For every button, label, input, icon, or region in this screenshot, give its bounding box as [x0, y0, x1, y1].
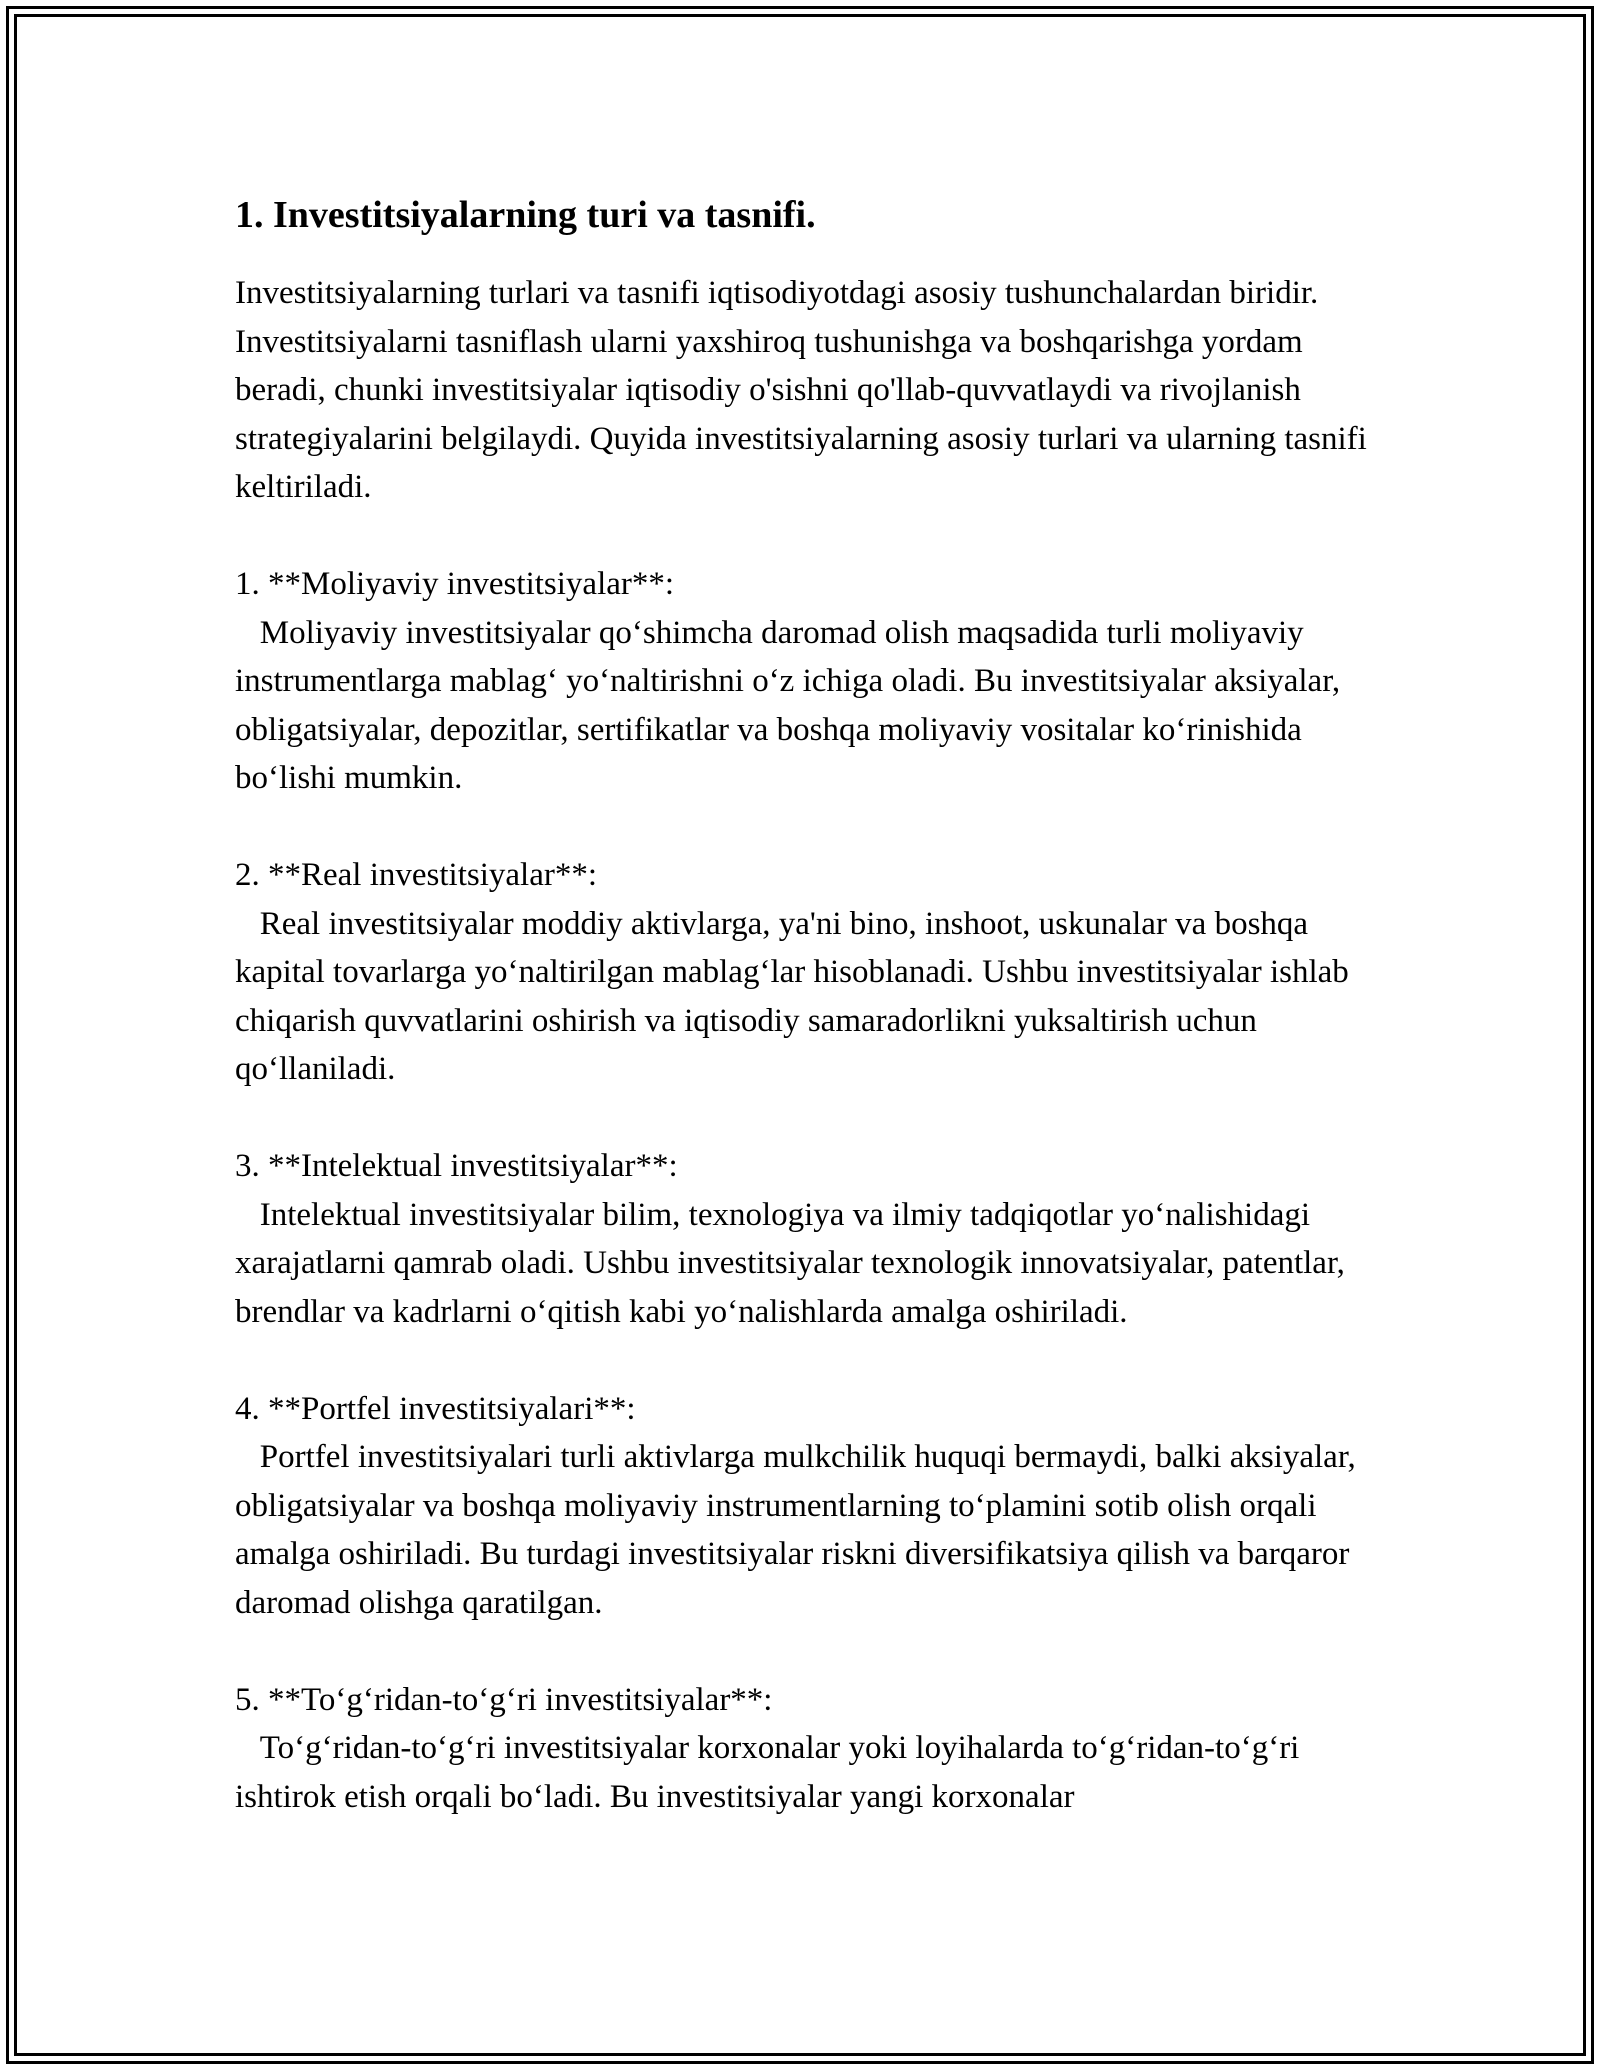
section-body: Intelektual investitsiyalar bilim, texnologiya va ilmiy tadqiqotlar yo‘nalishidagi xarajatlarni qamrab oladi. Ushbu investitsiyalar texnologik innovatsiyalar, patentlar, brendlar va kadrlarni o‘qitish kabi yo‘nalishlarda amalga oshiriladi. — [235, 1196, 1354, 1330]
section-intelektual — [235, 1142, 1370, 1336]
section-heading: 5. **To‘g‘ridan-to‘g‘ri investitsiyalar**: — [235, 1681, 773, 1718]
document-content — [235, 185, 1370, 1821]
section-real — [235, 851, 1370, 1094]
section-heading: 2. **Real investitsiyalar**: — [235, 857, 598, 893]
section-heading: 1. **Moliyaviy investitsiyalar**: — [235, 566, 675, 602]
section-portfel — [235, 1385, 1370, 1628]
section-heading: 3. **Intelektual investitsiyalar**: — [235, 1148, 678, 1184]
document-title: 1. Investitsiyalarning turi va tasnifi. — [235, 194, 816, 236]
section-heading: 4. **Portfel investitsiyalari**: — [235, 1390, 636, 1427]
intro-paragraph: Investitsiyalarning turlari va tasnifi iqtisodiyotdagi asosiy tushunchalardan biridir. Investitsiyalarni tasniflash ularni yaxshiroq tushunishga va boshqarishga yordam beradi, chunki investitsiyalar iqtisodiy o'sishni qo'llab-quvvatlaydi va rivojlanish strategiyalarini belgilaydi. Quyida investitsiyalarning asosiy turlari va ularning tasnifi keltiriladi. — [235, 275, 1367, 505]
section-body: Moliyaviy investitsiyalar qo‘shimcha daromad olish maqsadida turli moliyaviy instrumentlarga mablag‘ yo‘naltirishni o‘z ichiga oladi. Bu investitsiyalar aksiyalar, obligatsiyalar, depozitlar, sertifikatlar va boshqa moliyaviy vositalar ko‘rinishida bo‘lishi mumkin. — [235, 614, 1349, 796]
section-body: Real investitsiyalar moddiy aktivlarga, ya'ni bino, inshoot, uskunalar va boshqa kapital tovarlarga yo‘naltirilgan mablag‘lar hisoblanadi. Ushbu investitsiyalar ishlab chiqarish quvvatlarini oshirish va iqtisodiy samaradorlikni yuksaltirish uchun qo‘llaniladi. — [235, 905, 1358, 1087]
section-moliyaviy — [235, 560, 1370, 803]
section-body: Portfel investitsiyalari turli aktivlarga mulkchilik huquqi bermaydi, balki aksiyalar, obligatsiyalar va boshqa moliyaviy instrumentlarning to‘plamini sotib olish orqali amalga oshiriladi. Bu turdagi investitsiyalar riskni diversifikatsiya qilish va barqaror daromad olishga qaratilgan. — [235, 1439, 1364, 1621]
section-body: To‘g‘ridan-to‘g‘ri investitsiyalar korxonalar yoki loyihalarda to‘g‘ridan-to‘g‘ri ishtirok etish orqali bo‘ladi. Bu investitsiyalar yangi korxonalar — [235, 1730, 1308, 1815]
section-togridan — [235, 1676, 1370, 1822]
